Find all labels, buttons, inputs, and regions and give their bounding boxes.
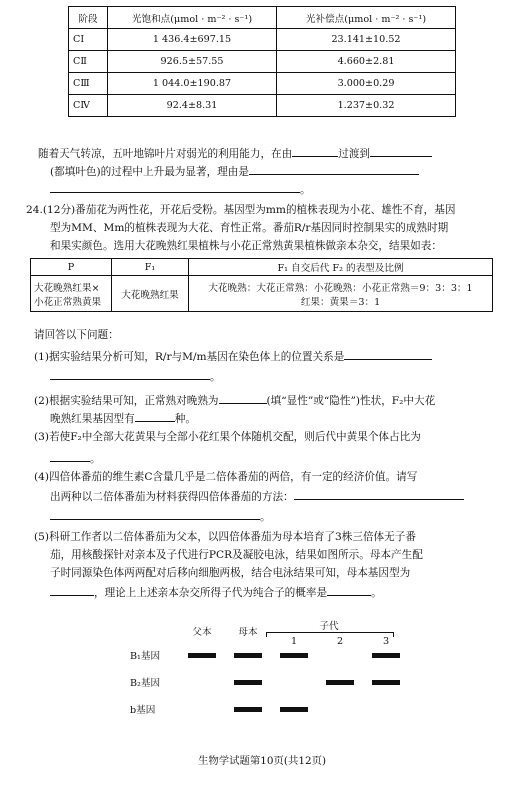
table-row: [69, 95, 456, 117]
table-header: 光补偿点(μmol · m⁻² · s⁻¹): [277, 7, 456, 29]
table-cell: CⅣ: [69, 95, 108, 117]
q1-line-2: 。: [50, 368, 502, 384]
lane-label: 3: [382, 636, 390, 647]
q2-line-2: 晚熟红果基因型有 种。: [50, 410, 502, 426]
q2-line-1: (2)根据实验结果可知，正常熟对晚熟为 (填“显性”或“隐性”)性状，F₂中大花: [34, 392, 502, 408]
gel-band: [372, 680, 400, 685]
answer-blank[interactable]: [327, 584, 371, 596]
q24-intro-2: 型为MM、Mm的植株表现为大花、育性正常。番茄R/r基因同时控制果实的成熟时期: [50, 222, 449, 234]
table-cell: CⅢ: [69, 73, 108, 95]
table-row: [31, 276, 493, 312]
answer-blank[interactable]: [370, 145, 432, 157]
table-cell: CⅡ: [69, 51, 108, 73]
lane-label: 1: [290, 636, 298, 647]
answer-blank[interactable]: [292, 145, 338, 157]
answer-blank[interactable]: [50, 181, 300, 193]
gel-band: [234, 653, 262, 658]
q24-intro-3: 和果实颜色。选用大花晚熟红果植株与小花正常熟黄果植株做亲本杂交，结果如表：: [50, 240, 442, 252]
table-cell: 926.5±57.55: [108, 51, 277, 73]
table-header-row: [69, 7, 456, 29]
q23-line-1: 随着天气转凉，五叶地锦叶片对弱光的利用能力，在由 过渡到: [38, 145, 502, 161]
gel-band: [234, 707, 262, 712]
lane-label: 2: [336, 636, 344, 647]
answer-blank[interactable]: [50, 368, 210, 380]
gel-band: [326, 680, 354, 685]
answer-blank[interactable]: [135, 410, 175, 422]
q4-line-3: 。: [50, 508, 502, 524]
table-cell: 大花晚熟：大花正常熟：小花晚熟：小花正常熟＝9：3：3：1 红果：黄果＝3：1: [189, 276, 493, 312]
answer-blank[interactable]: [50, 584, 94, 596]
lane-label: 父本: [192, 627, 212, 638]
q4-line-2: 出两种以二倍体番茄为材料获得四倍体番茄的方法：: [50, 488, 502, 504]
gel-band: [280, 707, 308, 712]
table-cell: 23.141±10.52: [277, 29, 456, 51]
answer-blank[interactable]: [50, 450, 90, 462]
table-header: 光饱和点(μmol · m⁻² · s⁻¹): [108, 7, 277, 29]
table-cell: 4.660±2.81: [277, 51, 456, 73]
q1-line-1: (1)据实验结果分析可知，R/r与M/m基因在染色体上的位置关系是: [34, 348, 502, 364]
gel-band: [372, 653, 400, 658]
table-cell: 1 044.0±190.87: [108, 73, 277, 95]
gene-label: B₂基因: [130, 678, 161, 689]
q4-line-1: (4)四倍体番茄的维生素C含量几乎是二倍体番茄的两倍，有一定的经济价值。请写: [34, 471, 418, 483]
page-footer: 生物学试题第10页(共12页): [197, 755, 327, 767]
table-cell: 大花晚熟红果: [112, 276, 189, 312]
table-cell: 1.237±0.32: [277, 95, 456, 117]
table-row: [69, 73, 456, 95]
table-header: P: [31, 259, 112, 276]
answer-blank[interactable]: [219, 392, 267, 404]
gene-label: B₁基因: [130, 651, 161, 662]
light-point-table: [68, 6, 456, 117]
gene-label: b基因: [130, 705, 156, 716]
table-cell: 92.4±8.31: [108, 95, 277, 117]
table-header: 阶段: [69, 7, 108, 29]
answer-blank[interactable]: [344, 348, 432, 360]
electrophoresis-figure: [130, 618, 410, 728]
gel-band: [188, 653, 216, 658]
table-cell: 大花晚熟红果× 小花正常熟黄果: [31, 276, 112, 312]
q5-line-4: ，理论上上述亲本杂交所得子代为纯合子的概率是 。: [50, 584, 502, 600]
q5-line-2: 茄，用核酸探针对亲本及子代进行PCR及凝胶电泳，结果如图所示。母本产生配: [50, 549, 423, 561]
table-row: [69, 51, 456, 73]
gel-band: [280, 653, 308, 658]
offspring-label: 子代: [319, 621, 339, 632]
table-cell: CⅠ: [69, 29, 108, 51]
gel-band: [234, 680, 262, 685]
table-header: F₁: [112, 259, 189, 276]
q5-line-3: 子时同源染色体两两配对后移向细胞两极，结合电泳结果可知，母本基因型为: [50, 567, 411, 579]
answer-blank[interactable]: [249, 163, 419, 175]
q5-line-1: (5)科研工作者以二倍体番茄为父本，以四倍体番茄为母本培育了3株三倍体无子番: [34, 531, 416, 543]
q3-line-2: 。: [50, 450, 502, 466]
table-row: [69, 29, 456, 51]
q23-line-2: (都填叶色)的过程中上升最为显著，理由是: [50, 163, 502, 179]
questions-intro: 请回答以下问题：: [34, 329, 119, 341]
q24-intro-1: 24.(12分)番茄花为两性花，开花后受粉。基因型为mm的植株表现为小花、雄性不育，基因: [26, 204, 456, 216]
table-cell: 1 436.4±697.15: [108, 29, 277, 51]
q3-line-1: (3)若使F₂中全部大花黄果与全部小花红果个体随机交配，则后代中黄果个体占比为: [34, 431, 421, 443]
table-header-row: [31, 259, 493, 276]
table-header: F₁ 自交后代 F₂ 的表型及比例: [189, 259, 493, 276]
table-cell: 3.000±0.29: [277, 73, 456, 95]
q23-line-3: 。: [50, 181, 502, 197]
answer-blank[interactable]: [50, 508, 260, 520]
cross-result-table: [30, 258, 493, 312]
answer-blank[interactable]: [294, 488, 464, 500]
lane-label: 母本: [238, 627, 258, 638]
